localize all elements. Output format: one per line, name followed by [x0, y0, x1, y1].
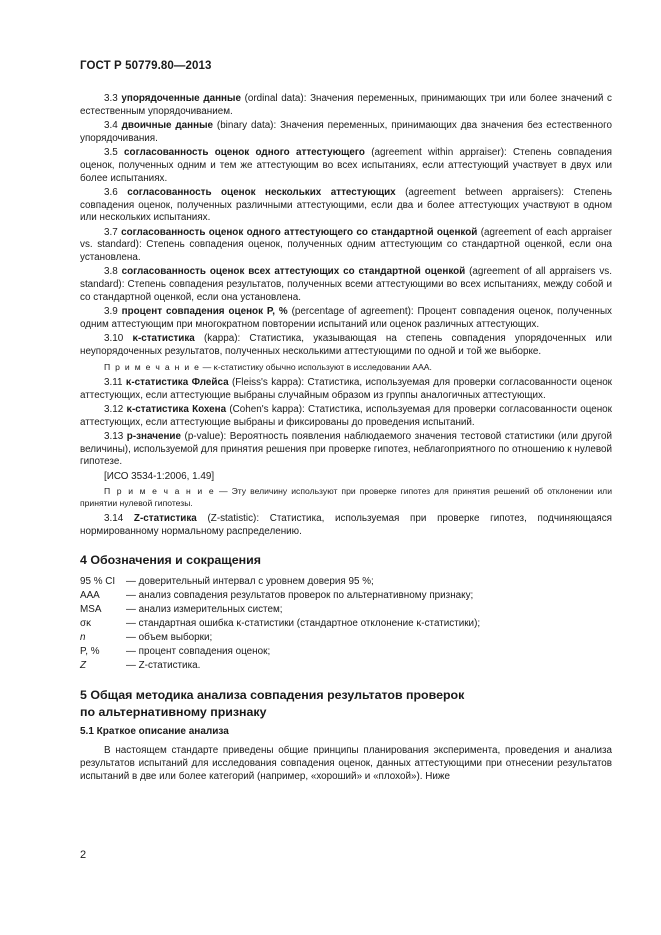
term-3-4	[80, 120, 612, 146]
abbr-row	[80, 659, 612, 673]
terms-list-a	[80, 93, 612, 359]
abbr-row	[80, 631, 612, 645]
term-number: 3.5	[104, 147, 118, 158]
term-3-10	[80, 333, 612, 359]
abbr-symbol: 95 % CI	[80, 575, 116, 587]
term-number: 3.9	[104, 306, 118, 317]
section-5-heading	[80, 687, 612, 720]
note-kappa	[80, 362, 612, 373]
term-3-8	[80, 266, 612, 304]
note-text: — Эту величину используют при проверке гипотез для принятия решений об отклонении или принятии нулевой гипотезы.	[80, 486, 612, 508]
abbr-row	[80, 575, 612, 589]
abbr-row	[80, 603, 612, 617]
abbr-symbol: ААА	[80, 589, 100, 601]
term-definition: (agreement of all appraisers vs. standard): Степень совпадения результатов, полученных всеми аттестующими во всех испытаниях, между собой и со стандартной оценкой, если она установлена.	[80, 266, 612, 303]
iso-reference: [ИСО 3534-1:2006, 1.49]	[104, 470, 215, 482]
abbr-description: — стандартная ошибка κ-статистики (стандартное отклонение κ-статистики);	[126, 618, 481, 629]
section-5-1-paragraph: В настоящем стандарте приведены общие принципы планирования эксперимента, проведения и анализа результатов испытаний для исследования совпадения оценок, данных аттестующими при отнесении результатов испытаний в две или более категорий (например, «хороший» и «плохой»). Ниже	[80, 745, 612, 782]
term-3-5	[80, 147, 612, 185]
term-number: 3.4	[104, 120, 118, 131]
term-3-12	[80, 404, 612, 430]
term-number: 3.11	[104, 376, 123, 388]
abbr-symbol: Z	[80, 660, 87, 672]
term-name: p-значение	[126, 430, 181, 442]
term-definition: (agreement of each appraiser vs. standard): Степень совпадения оценок, полученных одним аттестующим со стандартной оценкой, если она установлена.	[80, 226, 613, 263]
abbr-description: — Z-статистика.	[126, 660, 201, 672]
page-number: 2	[80, 849, 87, 861]
abbr-description: — анализ совпадения результатов проверок по альтернативному признаку;	[126, 589, 474, 601]
term-name: согласованность оценок нескольких аттестующих	[127, 186, 396, 198]
term-definition: (kappa): Статистика, указывающая на степень совпадения упорядоченных или неупорядоченных результатов, полученных несколькими аттестующими по одной и той же выборке.	[80, 333, 613, 357]
term-name: κ-статистика	[132, 333, 195, 344]
term-name: Z-статистика	[133, 513, 197, 525]
term-name: двоичные данные	[121, 120, 214, 131]
term-3-13	[80, 431, 612, 469]
term-definition: (agreement within appraiser): Степень совпадения оценок, полученных одним и тем же аттестующим во всех испытаниях, если аттестующий участвует в двух или более испытаниях.	[80, 147, 613, 184]
term-name: κ-статистика Флейса	[125, 376, 229, 388]
term-number: 3.14	[104, 513, 124, 525]
abbr-description: — доверительный интервал с уровнем доверия 95 %;	[126, 575, 374, 587]
term-definition: (p-value): Вероятность появления наблюдаемого значения тестовой статистики (или другой величины), используемой для принятия решения при проверке гипотез, неблагоприятного по отношению к нулевой гипотезе.	[80, 430, 612, 468]
section-5-title-line1: 5 Общая методика анализа совпадения результатов проверок	[80, 688, 465, 703]
abbr-description: — объем выборки;	[126, 632, 213, 644]
term-definition: (Z-statistic): Статистика, используемая при проверке гипотез, подчиняющаяся нормированному нормальному распределению.	[80, 513, 613, 537]
term-definition: (Fleiss's kappa): Статистика, используемая для проверки согласованности оценок аттестующих, если аттестующие выбраны случайным образом из группы аналогичных аттестующих.	[80, 376, 613, 401]
term-3-9	[80, 306, 612, 332]
document-body	[80, 93, 612, 785]
abbr-row	[80, 589, 612, 603]
term-name: κ-статистика Кохена	[126, 403, 227, 415]
note-text: — κ-статистику обычно используют в исследовании ААА.	[200, 361, 432, 372]
abbr-symbol: σκ	[80, 618, 92, 629]
term-number: 3.8	[104, 266, 118, 278]
abbr-symbol: P, %	[80, 646, 100, 658]
section-4-heading: 4 Обозначения и сокращения	[80, 552, 261, 567]
abbr-row	[80, 617, 612, 631]
term-name: согласованность оценок одного аттестующего со стандартной оценкой	[121, 226, 478, 238]
term-number: 3.10	[104, 333, 124, 344]
term-name: согласованность оценок одного аттестующего	[124, 147, 365, 158]
section-5-title-line2: по альтернативному признаку	[80, 704, 267, 719]
term-definition: (agreement between appraisers): Степень совпадения оценок, полученных различными аттестующими, если два и более аттестующих участвуют в одном или нескольких испытаниях.	[80, 186, 612, 224]
abbr-description: — анализ измерительных систем;	[126, 603, 283, 615]
term-3-11	[80, 377, 612, 403]
term-name: согласованность оценок всех аттестующих со стандартной оценкой	[121, 266, 466, 278]
note-label: П р и м е ч а н и е	[104, 486, 215, 497]
abbr-symbol: n	[80, 632, 86, 644]
note-p-value	[80, 486, 612, 509]
term-number: 3.7	[104, 226, 118, 238]
terms-list-b	[80, 377, 612, 469]
term-name: процент совпадения оценок P, %	[121, 306, 288, 317]
term-definition: (binary data): Значения переменных, принимающих два значения без естественного упорядочивания.	[80, 120, 612, 144]
abbr-description: — процент совпадения оценок;	[126, 646, 271, 658]
term-definition: (Cohen's kappa): Статистика, используемая для проверки согласованности оценок аттестующих, если аттестующие выбраны и фиксированы до проведения испытаний.	[80, 403, 612, 428]
term-number: 3.13	[104, 430, 124, 442]
term-definition: (ordinal data): Значения переменных, принимающих три или более значений с естественным упорядочиванием.	[80, 93, 612, 117]
abbreviations-list	[80, 575, 612, 674]
term-3-3	[80, 93, 612, 119]
term-3-7	[80, 227, 612, 265]
abbr-row	[80, 645, 612, 659]
term-3-6	[80, 187, 612, 225]
document-header: ГОСТ Р 50779.80—2013	[80, 60, 212, 72]
subsection-5-1-heading: 5.1 Краткое описание анализа	[80, 726, 229, 738]
term-number: 3.3	[104, 93, 118, 104]
term-3-14	[80, 513, 612, 539]
term-number: 3.6	[104, 186, 118, 198]
note-label: П р и м е ч а н и е	[104, 361, 201, 372]
abbr-symbol: MSA	[80, 603, 102, 615]
term-definition: (percentage of agreement): Процент совпадения оценок, полученных одним аттестующим при многократном повторении испытаний или оценок различных аттестующих.	[80, 306, 612, 330]
term-number: 3.12	[104, 403, 124, 415]
term-name: упорядоченные данные	[121, 93, 241, 104]
